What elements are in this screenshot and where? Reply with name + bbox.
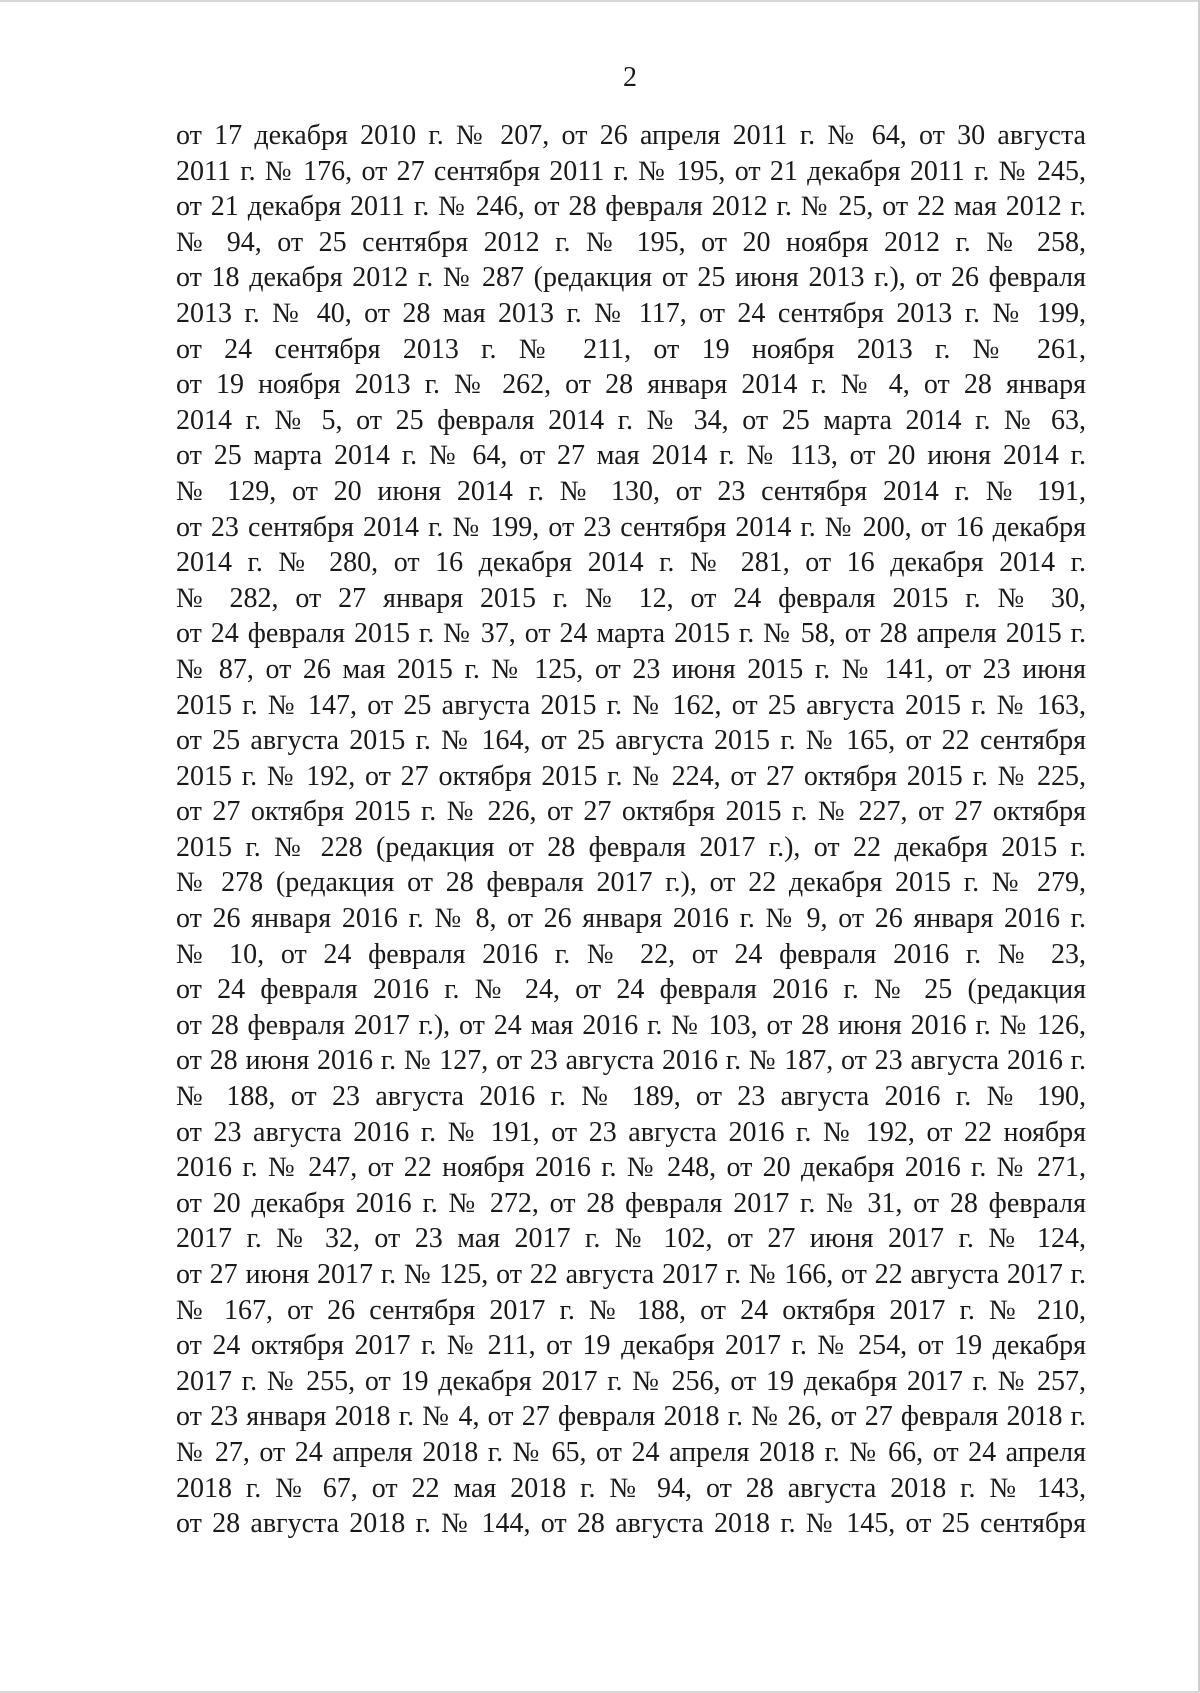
text-line: от 17 декабря 2010 г. № 207, от 26 апреля 2011 г. № 64, от 30 августа xyxy=(176,120,1086,151)
text-line: 2016 г. № 247, от 22 ноября 2016 г. № 248, от 20 декабря 2016 г. № 271, xyxy=(176,1152,1086,1184)
text-line: № 129, от 20 июня 2014 г. № 130, от 23 сентября 2014 г. № 191, xyxy=(176,475,1086,507)
text-line: от 28 февраля 2017 г.), от 24 мая 2016 г. № 103, от 28 июня 2016 г. № 126, xyxy=(176,1009,1086,1041)
text-line: от 24 сентября 2013 г. № 211, от 19 ноября 2013 г. № 261, xyxy=(176,333,1086,365)
text-line: от 28 июня 2016 г. № 127, от 23 августа 2016 г. № 187, от 23 августа 2016 г. xyxy=(176,1045,1086,1077)
text-line: 2017 г. № 255, от 19 декабря 2017 г. № 256, от 19 декабря 2017 г. № 257, xyxy=(176,1365,1086,1397)
text-line: от 24 февраля 2015 г. № 37, от 24 марта 2015 г. № 58, от 28 апреля 2015 г. xyxy=(176,618,1086,650)
body-paragraph xyxy=(176,118,1086,1542)
text-line: 2015 г. № 228 (редакция от 28 февраля 2017 г.), от 22 декабря 2015 г. xyxy=(176,831,1086,863)
text-line: 2014 г. № 5, от 25 февраля 2014 г. № 34, от 25 марта 2014 г. № 63, xyxy=(176,404,1086,436)
text-line: от 23 января 2018 г. № 4, от 27 февраля 2018 г. № 26, от 27 февраля 2018 г. xyxy=(176,1401,1086,1433)
page-edge-top xyxy=(0,0,1200,2)
text-line: от 28 августа 2018 г. № 144, от 28 августа 2018 г. № 145, от 25 сентября xyxy=(176,1508,1086,1540)
text-line: № 282, от 27 января 2015 г. № 12, от 24 февраля 2015 г. № 30, xyxy=(176,582,1086,614)
text-line: от 24 февраля 2016 г. № 24, от 24 февраля 2016 г. № 25 (редакция xyxy=(176,974,1086,1006)
text-line: 2015 г. № 147, от 25 августа 2015 г. № 162, от 25 августа 2015 г. № 163, xyxy=(176,689,1086,721)
text-line: 2014 г. № 280, от 16 декабря 2014 г. № 281, от 16 декабря 2014 г. xyxy=(176,547,1086,579)
text-line: № 10, от 24 февраля 2016 г. № 22, от 24 февраля 2016 г. № 23, xyxy=(176,938,1086,970)
text-line: № 167, от 26 сентября 2017 г. № 188, от 24 октября 2017 г. № 210, xyxy=(176,1294,1086,1326)
page-number: 2 xyxy=(623,62,637,93)
text-line: от 18 декабря 2012 г. № 287 (редакция от 25 июня 2013 г.), от 26 февраля xyxy=(176,262,1086,294)
text-line: 2013 г. № 40, от 28 мая 2013 г. № 117, от 24 сентября 2013 г. № 199, xyxy=(176,297,1086,329)
text-line: от 25 марта 2014 г. № 64, от 27 мая 2014 г. № 113, от 20 июня 2014 г. xyxy=(176,440,1086,472)
text-line: 2018 г. № 67, от 22 мая 2018 г. № 94, от 28 августа 2018 г. № 143, xyxy=(176,1472,1086,1504)
text-line: от 27 октября 2015 г. № 226, от 27 октября 2015 г. № 227, от 27 октября xyxy=(176,796,1086,828)
text-line: от 26 января 2016 г. № 8, от 26 января 2016 г. № 9, от 26 января 2016 г. xyxy=(176,903,1086,935)
text-line: от 23 августа 2016 г. № 191, от 23 августа 2016 г. № 192, от 22 ноября xyxy=(176,1116,1086,1148)
text-line: от 27 июня 2017 г. № 125, от 22 августа 2017 г. № 166, от 22 августа 2017 г. xyxy=(176,1259,1086,1290)
text-line: от 19 ноября 2013 г. № 262, от 28 января 2014 г. № 4, от 28 января xyxy=(176,369,1086,401)
text-line: 2015 г. № 192, от 27 октября 2015 г. № 224, от 27 октября 2015 г. № 225, xyxy=(176,760,1086,792)
text-line: от 21 декабря 2011 г. № 246, от 28 февраля 2012 г. № 25, от 22 мая 2012 г. xyxy=(176,191,1086,223)
text-line: от 20 декабря 2016 г. № 272, от 28 февраля 2017 г. № 31, от 28 февраля xyxy=(176,1187,1086,1219)
text-line: 2017 г. № 32, от 23 мая 2017 г. № 102, от 27 июня 2017 г. № 124, xyxy=(176,1223,1086,1255)
text-line: № 94, от 25 сентября 2012 г. № 195, от 20 ноября 2012 г. № 258, xyxy=(176,226,1086,258)
text-line: № 87, от 26 мая 2015 г. № 125, от 23 июня 2015 г. № 141, от 23 июня xyxy=(176,653,1086,685)
text-line: 2011 г. № 176, от 27 сентября 2011 г. № 195, от 21 декабря 2011 г. № 245, xyxy=(176,155,1086,187)
text-line: от 23 сентября 2014 г. № 199, от 23 сентября 2014 г. № 200, от 16 декабря xyxy=(176,511,1086,543)
text-line: № 188, от 23 августа 2016 г. № 189, от 23 августа 2016 г. № 190, xyxy=(176,1081,1086,1113)
text-line: от 25 августа 2015 г. № 164, от 25 августа 2015 г. № 165, от 22 сентября xyxy=(176,725,1086,757)
text-line: от 24 октября 2017 г. № 211, от 19 декабря 2017 г. № 254, от 19 декабря xyxy=(176,1330,1086,1362)
text-line: № 27, от 24 апреля 2018 г. № 65, от 24 апреля 2018 г. № 66, от 24 апреля xyxy=(176,1436,1086,1468)
text-line: № 278 (редакция от 28 февраля 2017 г.), от 22 декабря 2015 г. № 279, xyxy=(176,867,1086,899)
